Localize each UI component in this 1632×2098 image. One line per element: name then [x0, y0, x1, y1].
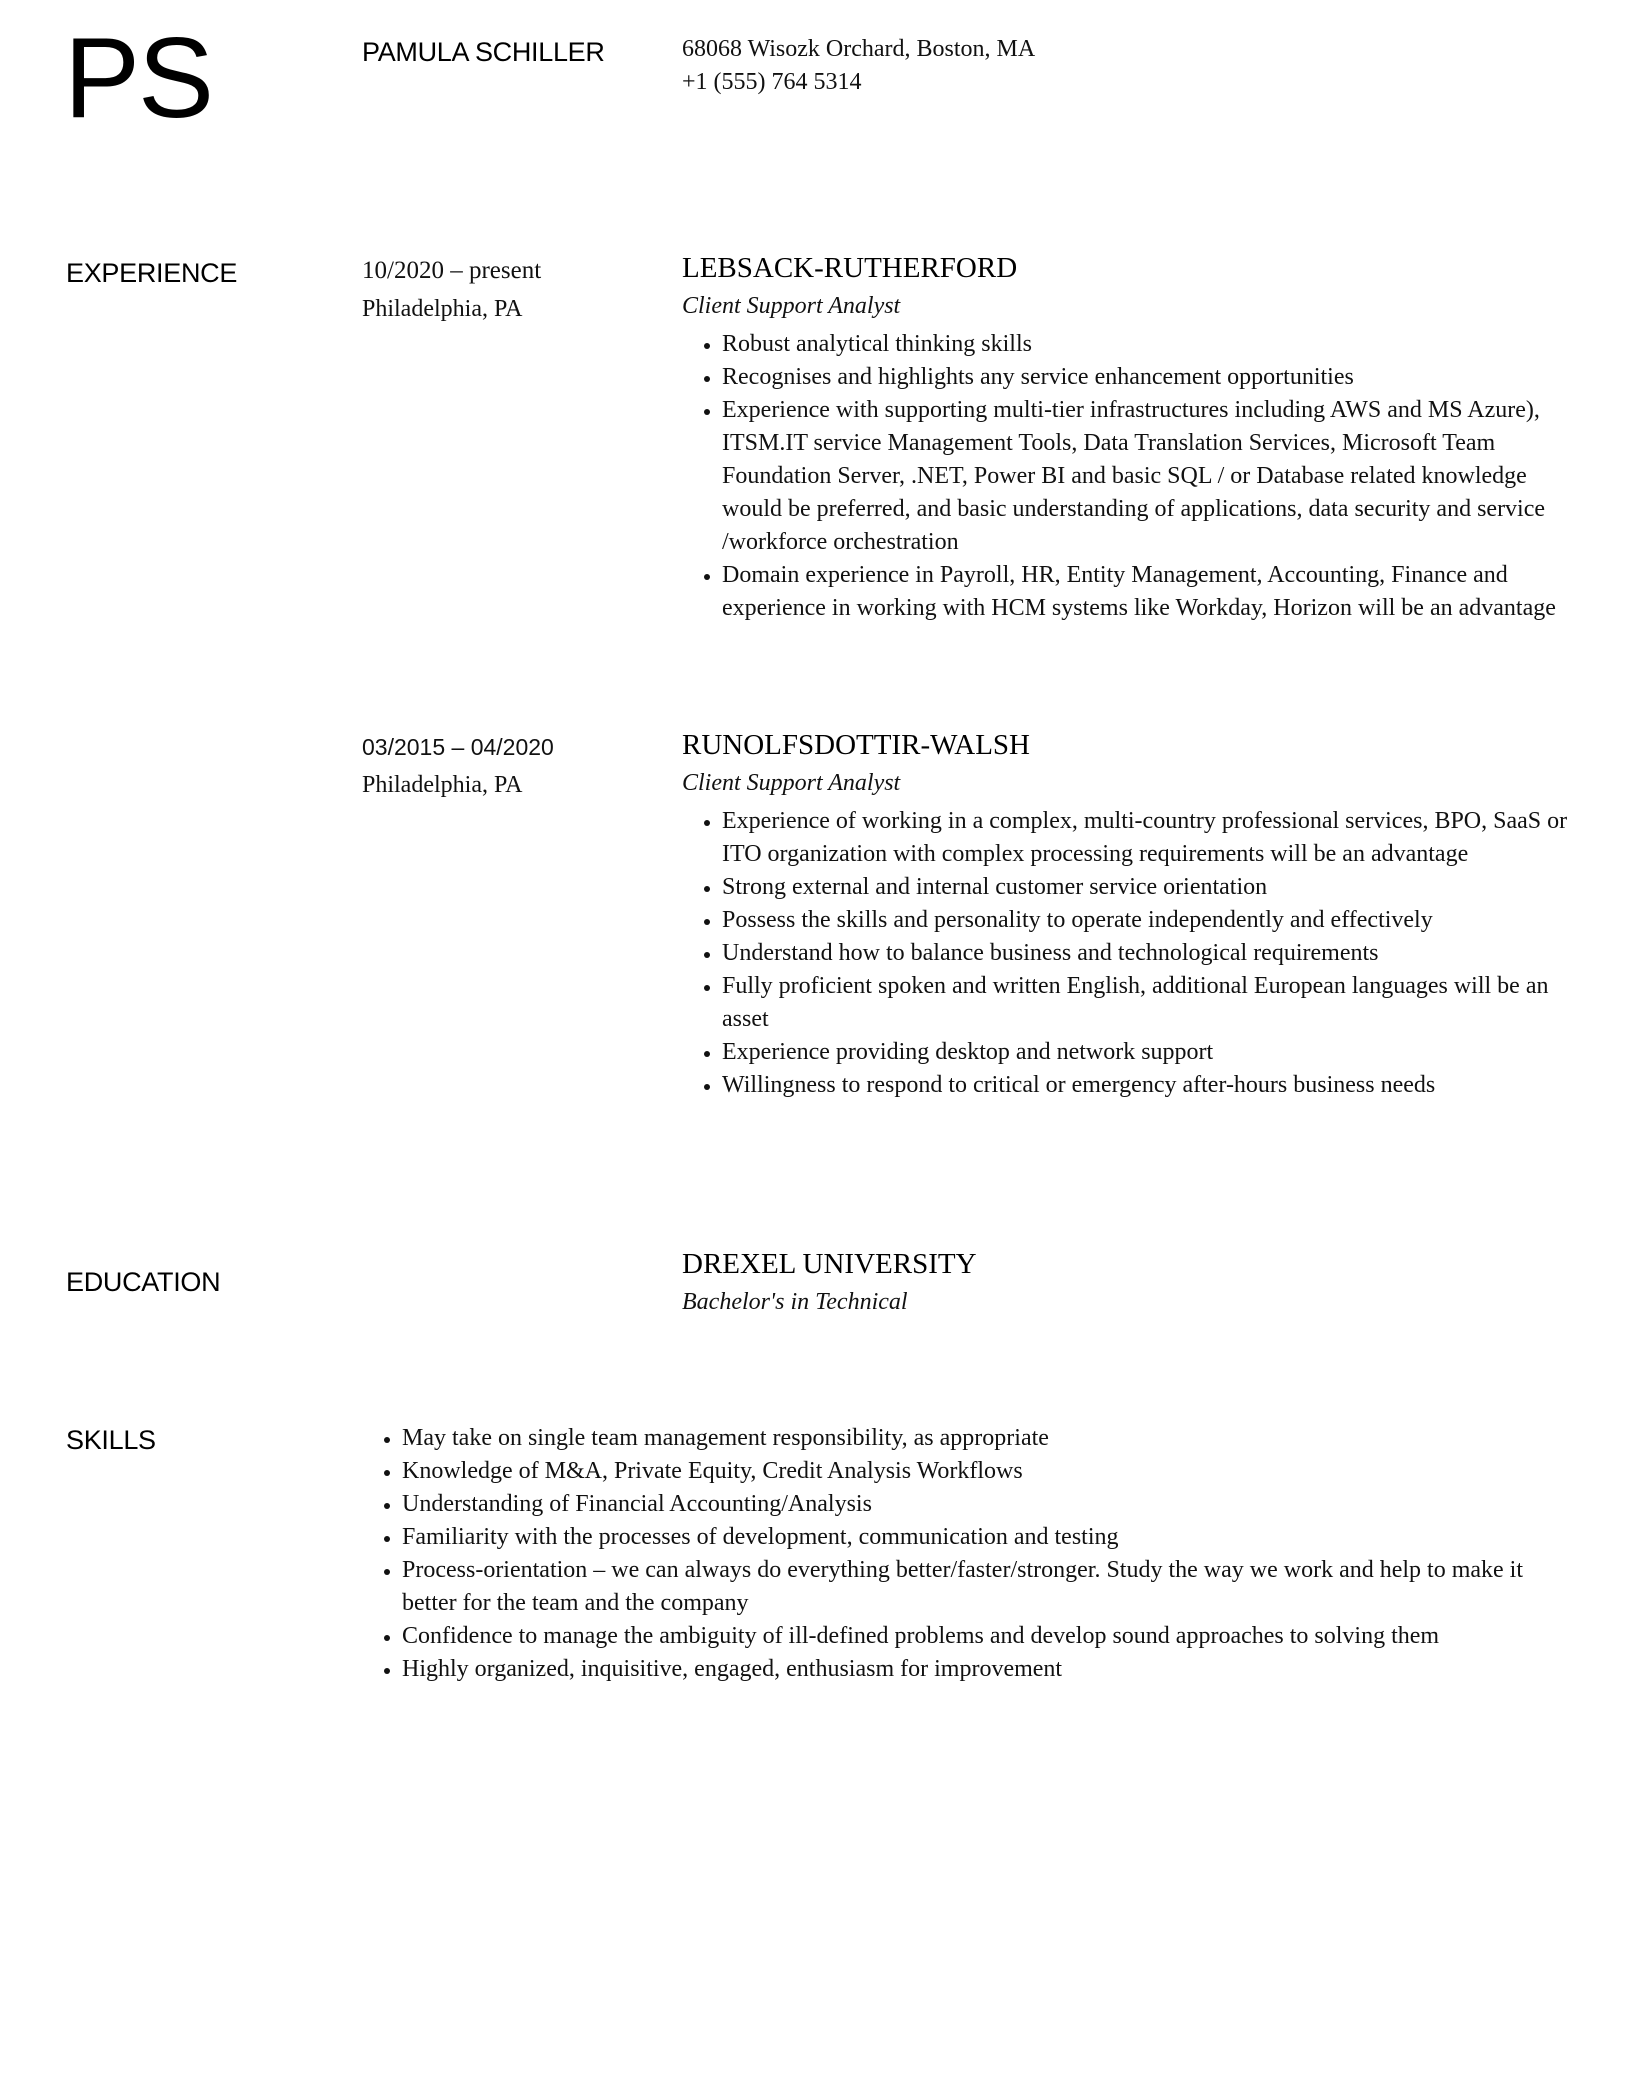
- list-item: • Understand how to balance business and technological requirements: [722, 937, 1572, 970]
- job-dates: 10/2020 – present: [362, 257, 542, 284]
- list-item: • Robust analytical thinking skills: [722, 328, 1572, 361]
- list-item: • Domain experience in Payroll, HR, Entity Management, Accounting, Finance and experience in working with HCM systems like Workday, Horizon will be an advantage: [722, 559, 1572, 625]
- job-entry: [682, 250, 1572, 625]
- list-item: • Knowledge of M&A, Private Equity, Credit Analysis Workflows: [402, 1455, 1572, 1488]
- list-item: • Understanding of Financial Accounting/Analysis: [402, 1488, 1572, 1521]
- list-item: • Highly organized, inquisitive, engaged, enthusiasm for improvement: [402, 1653, 1572, 1686]
- education-degree: Bachelor's in Technical: [682, 1289, 908, 1315]
- job-location: Philadelphia, PA: [362, 296, 523, 322]
- job-meta: [362, 252, 662, 328]
- job-role: Client Support Analyst: [682, 770, 901, 796]
- list-item: • Willingness to respond to critical or emergency after-hours business needs: [722, 1069, 1572, 1102]
- list-item: • Confidence to manage the ambiguity of ill-defined problems and develop sound approaches to solving them: [402, 1620, 1572, 1653]
- job-meta: [362, 728, 662, 804]
- list-item: • Fully proficient spoken and written English, additional European languages will be an asset: [722, 970, 1572, 1036]
- job-bullets: [682, 805, 1572, 1102]
- section-label-experience: EXPERIENCE: [66, 258, 238, 288]
- job-location: Philadelphia, PA: [362, 772, 523, 798]
- contact-address: 68068 Wisozk Orchard, Boston, MA: [682, 36, 1036, 62]
- list-item: • Experience of working in a complex, multi-country professional services, BPO, SaaS or ITO organization with complex processing requirements will be an advantage: [722, 805, 1572, 871]
- list-item: • Possess the skills and personality to operate independently and effectively: [722, 904, 1572, 937]
- list-item: • Experience with supporting multi-tier infrastructures including AWS and MS Azure), ITSM.IT service Management Tools, Data Translation Services, Microsoft Team Foundation Server, .NET, Power BI and basic SQL / or Database related knowledge would be preferred, and basic understanding of applications, data security and service /workforce orchestration: [722, 394, 1572, 559]
- job-company: LEBSACK-RUTHERFORD: [682, 252, 1018, 284]
- list-item: • Familiarity with the processes of development, communication and testing: [402, 1521, 1572, 1554]
- contact-block: [682, 33, 1035, 99]
- candidate-name: PAMULA SCHILLER: [362, 37, 605, 67]
- list-item: • Recognises and highlights any service enhancement opportunities: [722, 361, 1572, 394]
- list-item: • May take on single team management responsibility, as appropriate: [402, 1422, 1572, 1455]
- skills-list-container: [362, 1422, 1572, 1686]
- section-label-skills: SKILLS: [66, 1425, 156, 1455]
- education-school: DREXEL UNIVERSITY: [682, 1248, 977, 1280]
- list-item: • Experience providing desktop and network support: [722, 1036, 1572, 1069]
- job-company: RUNOLFSDOTTIR-WALSH: [682, 729, 1030, 761]
- section-label-education: EDUCATION: [66, 1267, 221, 1297]
- job-entry: [682, 727, 1572, 1102]
- list-item: • Process-orientation – we can always do everything better/faster/stronger. Study the way we work and help to make it better for the team and the company: [402, 1554, 1572, 1620]
- job-bullets: [682, 328, 1572, 625]
- skills-list: [362, 1422, 1572, 1686]
- job-role: Client Support Analyst: [682, 293, 901, 319]
- contact-phone: +1 (555) 764 5314: [682, 69, 862, 95]
- job-dates: 03/2015 – 04/2020: [362, 734, 554, 760]
- monogram: PS: [64, 15, 213, 142]
- education-entry: [682, 1246, 1572, 1320]
- list-item: • Strong external and internal customer service orientation: [722, 871, 1572, 904]
